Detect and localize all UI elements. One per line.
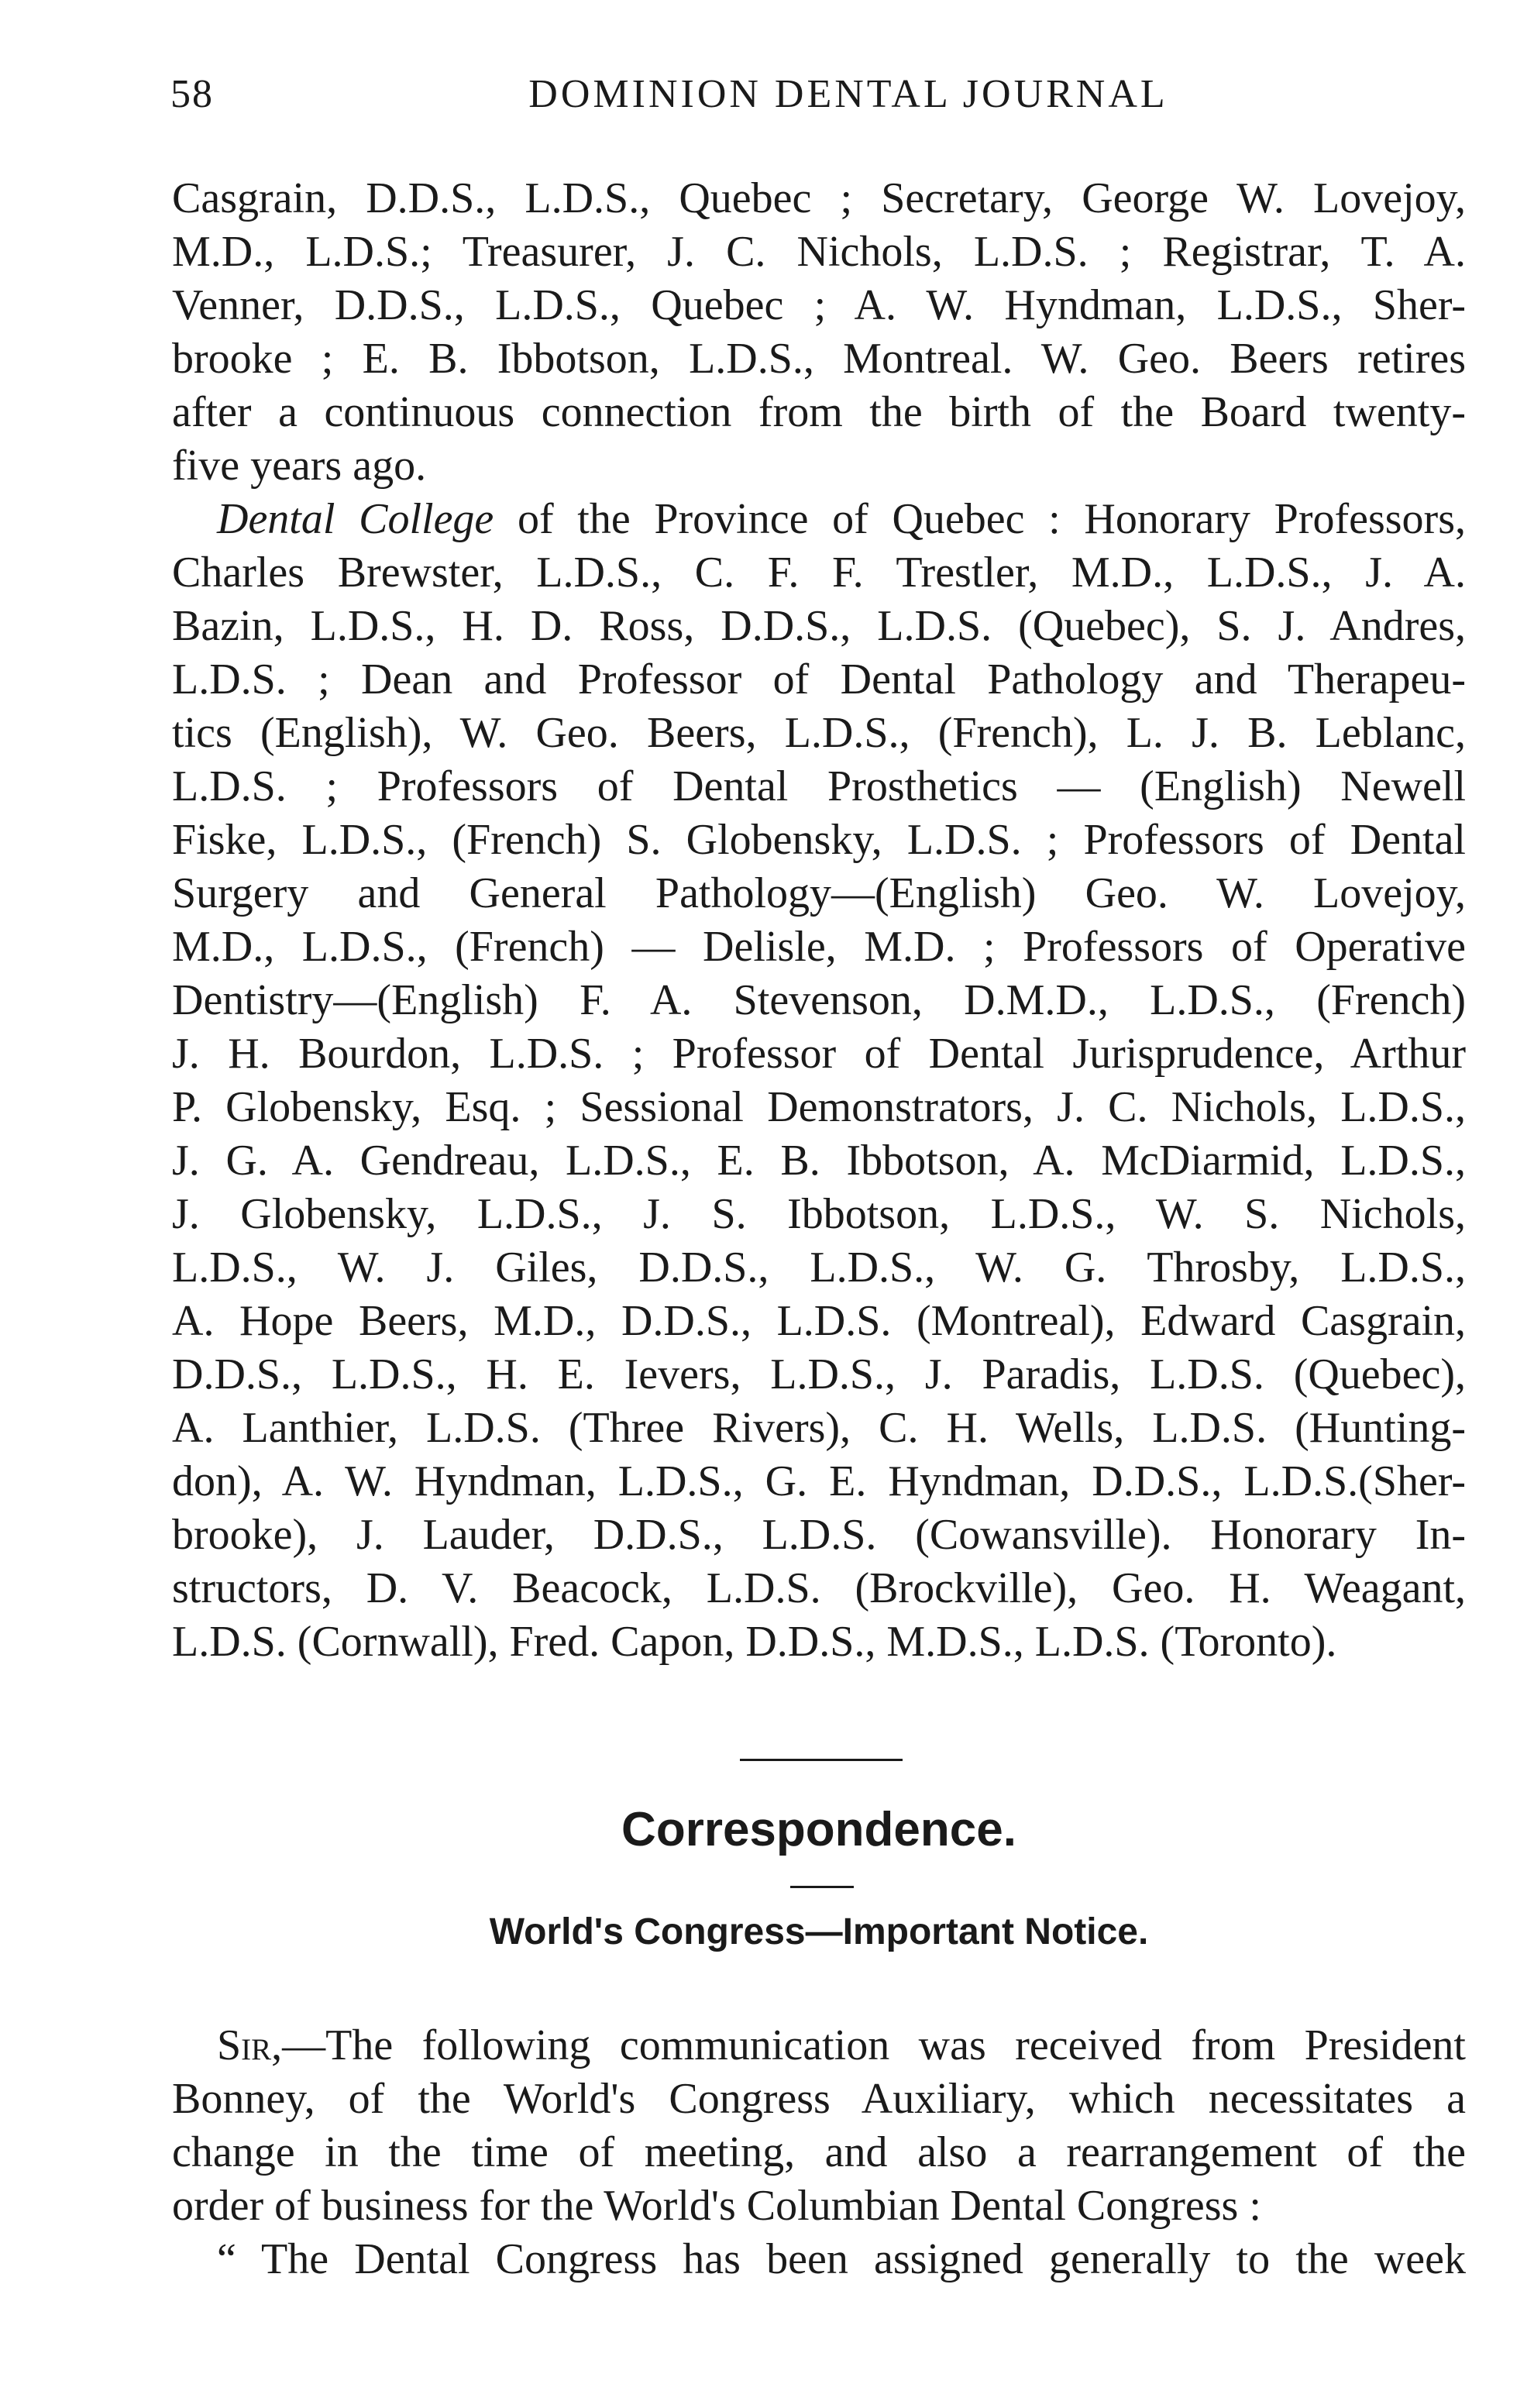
page-number: 58 <box>170 72 214 116</box>
paragraph-letter <box>172 2019 1466 2233</box>
text-span: —The following communication was received from President <box>282 2021 1466 2069</box>
text-line: five years ago. <box>172 442 427 490</box>
section-divider <box>740 1759 903 1761</box>
text-line: Surgery and General Pathology—(English) Geo. W. Lovejoy, <box>172 869 1466 917</box>
text-line: don), A. W. Hyndman, L.D.S., G. E. Hyndman, D.D.S., L.D.S.(Sher- <box>172 1457 1466 1505</box>
text-line: P. Globensky, Esq. ; Sessional Demonstrators, J. C. Nichols, L.D.S., <box>172 1083 1466 1131</box>
text-line: after a continuous connection from the birth of the Board twenty- <box>172 388 1466 436</box>
text-line: L.D.S. ; Professors of Dental Prosthetics — (English) Newell <box>172 762 1466 810</box>
text-line: Bonney, of the World's Congress Auxiliary, which necessitates a <box>172 2075 1466 2123</box>
text-line: J. H. Bourdon, L.D.S. ; Professor of Dental Jurisprudence, Arthur <box>172 1030 1466 1078</box>
text-line: change in the time of meeting, and also a rearrangement of the <box>172 2128 1466 2176</box>
text-line: L.D.S. ; Dean and Professor of Dental Pathology and Therapeu- <box>172 655 1466 703</box>
text-line: A. Hope Beers, M.D., D.D.S., L.D.S. (Montreal), Edward Casgrain, <box>172 1297 1466 1345</box>
subheading: World's Congress—Important Notice. <box>489 1911 1149 1952</box>
text-line: Charles Brewster, L.D.S., C. F. F. Trestler, M.D., L.D.S., J. A. <box>172 549 1466 597</box>
text-line <box>172 493 1466 546</box>
paragraph-board-officers <box>172 172 1466 493</box>
text-line: Dentistry—(English) F. A. Stevenson, D.M.D., L.D.S., (French) <box>172 976 1466 1024</box>
heading-divider <box>790 1886 854 1888</box>
text-line: structors, D. V. Beacock, L.D.S. (Brockville), Geo. H. Weagant, <box>172 1564 1466 1612</box>
text-line: Casgrain, D.D.S., L.D.S., Quebec ; Secretary, George W. Lovejoy, <box>172 174 1466 222</box>
text-line: M.D., L.D.S., (French) — Delisle, M.D. ; Professors of Operative <box>172 923 1466 971</box>
paragraph-dental-college <box>172 493 1466 1669</box>
paragraph-quote <box>172 2233 1466 2286</box>
text-line: tics (English), W. Geo. Beers, L.D.S., (French), L. J. B. Leblanc, <box>172 709 1466 757</box>
salutation: Sir, <box>217 2021 283 2069</box>
text-line: Fiske, L.D.S., (French) S. Globensky, L.D.S. ; Professors of Dental <box>172 816 1466 864</box>
text-line: M.D., L.D.S.; Treasurer, J. C. Nichols, L.D.S. ; Registrar, T. A. <box>172 228 1466 276</box>
journal-title: DOMINION DENTAL JOURNAL <box>528 72 1168 116</box>
text-line: brooke), J. Lauder, D.D.S., L.D.S. (Cowansville). Honorary In- <box>172 1511 1466 1559</box>
text-line: D.D.S., L.D.S., H. E. Ievers, L.D.S., J. Paradis, L.D.S. (Quebec), <box>172 1350 1466 1398</box>
text-line: “ The Dental Congress has been assigned generally to the week <box>217 2235 1466 2283</box>
running-head <box>170 71 1464 126</box>
text-line: A. Lanthier, L.D.S. (Three Rivers), C. H. Wells, L.D.S. (Hunting- <box>172 1404 1466 1452</box>
text-line: Venner, D.D.S., L.D.S., Quebec ; A. W. Hyndman, L.D.S., Sher- <box>172 281 1466 329</box>
text-span: of the Province of Quebec : Honorary Professors, <box>494 495 1466 543</box>
text-line: brooke ; E. B. Ibbotson, L.D.S., Montreal. W. Geo. Beers retires <box>172 335 1466 383</box>
text-line: Bazin, L.D.S., H. D. Ross, D.D.S., L.D.S. (Quebec), S. J. Andres, <box>172 602 1466 650</box>
text-line: J. Globensky, L.D.S., J. S. Ibbotson, L.D.S., W. S. Nichols, <box>172 1190 1466 1238</box>
text-line <box>172 2019 1466 2073</box>
section-heading: Correspondence. <box>621 1803 1016 1856</box>
text-line: L.D.S., W. J. Giles, D.D.S., L.D.S., W. G. Throsby, L.D.S., <box>172 1244 1466 1292</box>
text-line: J. G. A. Gendreau, L.D.S., E. B. Ibbotson, A. McDiarmid, L.D.S., <box>172 1137 1466 1185</box>
dental-college-italic: Dental College <box>217 495 494 543</box>
text-line: order of business for the World's Columbian Dental Congress : <box>172 2182 1261 2230</box>
text-line: L.D.S. (Cornwall), Fred. Capon, D.D.S., M.D.S., L.D.S. (Toronto). <box>172 1618 1337 1666</box>
